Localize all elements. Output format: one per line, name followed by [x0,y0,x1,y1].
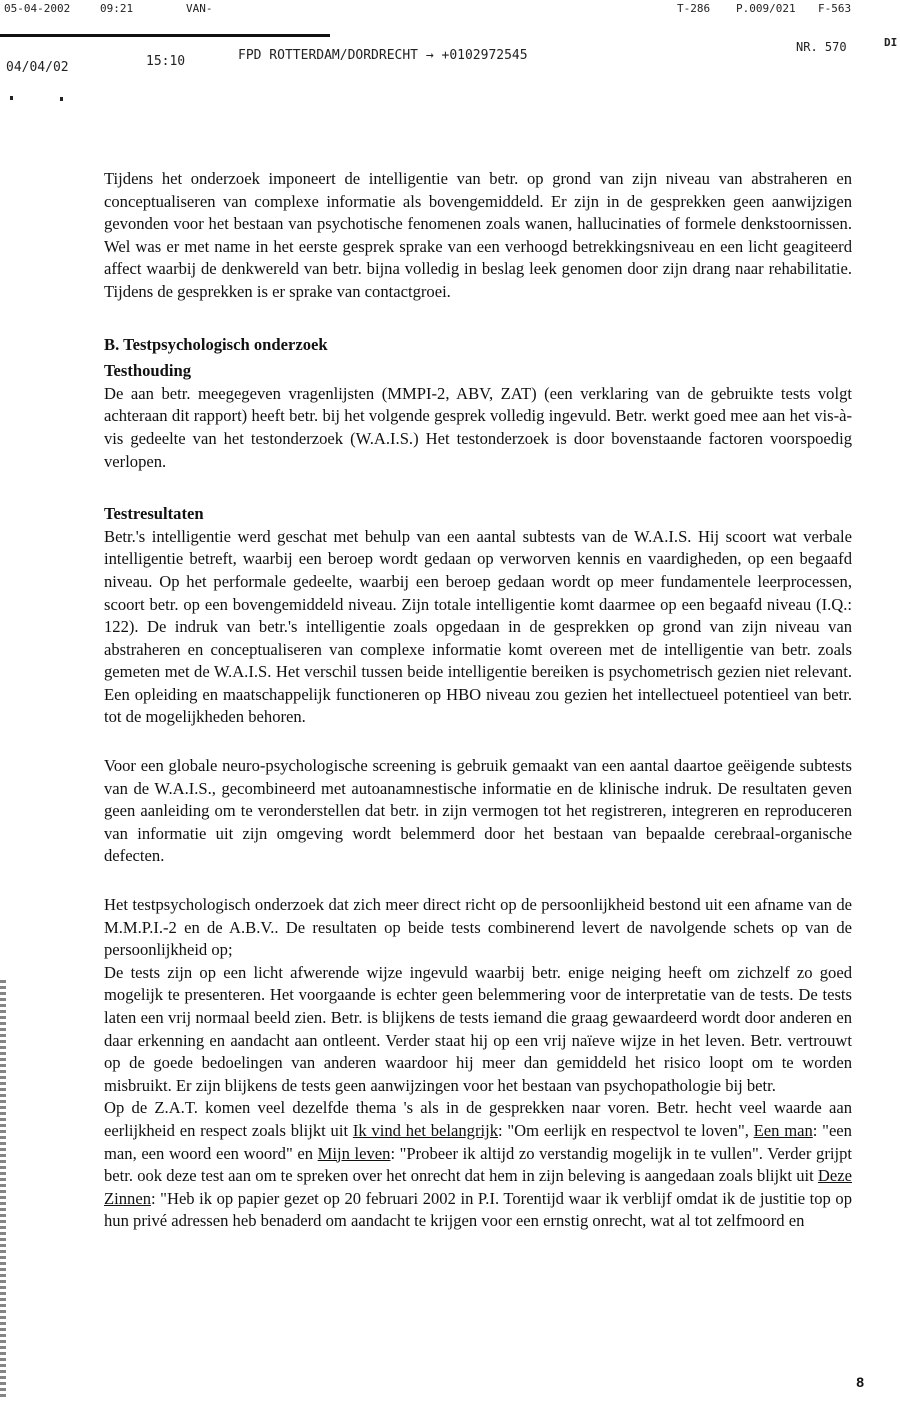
zat-item-mijn-leven: Mijn leven [317,1143,391,1163]
page-number: 8 [856,1374,864,1390]
fax-header-second [0,36,900,75]
subheading-testhouding: Testhouding [104,361,192,381]
scan-speck [60,97,63,101]
fax-date: 05-04-2002 [4,2,71,15]
zat-text-b: : "Om eerlijk en respectvol te loven", [498,1120,754,1140]
zat-item-deze-zinnen: Deze Zinnen [104,1166,852,1208]
paragraph-zat [104,1097,852,1233]
fax-page: P.009/021 [736,2,796,15]
subheading-testresultaten: Testresultaten [104,504,204,524]
fax-header-top [0,2,900,18]
scan-speck [10,96,13,100]
section-heading-b: B. Testpsychologisch onderzoek [104,334,328,354]
fax2-time: 15:10 [146,54,186,69]
paragraph-observations: Tijdens het onderzoek imponeert de intelligentie van betr. op grond van zijn niveau van abstraheren en conceptualiseren van complexe informatie als bovengemiddeld. Er zijn in de gesprekken geen aanwijzigen gevonden voor het bestaan van psychotische fenomenen zoals wanen, hallucinaties of formele denkstoornissen. Wel was er met name in het eerste gesprek sprake van een verhoogd betrekkingsniveau en een licht geagiteerd affect waarbij de denkwereld van betr. bijna volledig in beslag leek genomen door zijn drang naar rehabilitatie. Tijdens de gesprekken is er sprake van contactgroei. [104,169,852,301]
fax-tx-id: T-286 [677,2,711,15]
fax-nr: NR. 570 [796,40,847,54]
zat-text-d: : "Probeer ik altijd zo verstandig mogelijk in te vullen". Verder grijpt betr. ook deze test aan om te spreken over het onrecht dat hem in zijn beleving is aangedaan zoals blijkt uit [104,1143,852,1186]
fax-header-rule [0,34,330,37]
zat-text-a: Op de Z.A.T. komen veel dezelfde thema 's als in de gesprekken naar voren. Betr. hecht veel waarde aan eerlijkheid en respect zoals blijkt uit [104,1098,852,1140]
fax-from: VAN- [186,2,213,15]
zat-text-c: : "een man, een woord een woord" en [104,1120,852,1163]
scan-edge-artifact [0,980,6,1400]
paragraph-intelligence: Betr.'s intelligentie werd geschat met behulp van een aantal subtests van de W.A.I.S. Hij scoort wat verbale intelligentie betreft, waarbij een beroep wordt gedaan op verworven kennis en vaardigheden, op een begaafd niveau. Op het performale gedeelte, waarbij een beroep gedaan wordt op meer fundamentele leerprocessen, scoort betr. op een bovengemiddeld niveau. Zijn totale intelligentie komt daarmee op een begaafd niveau (I.Q.: 122). De indruk van betr.'s intelligentie zoals opgedaan in de gesprekken op grond van zijn niveau van abstraheren en conceptualiseren van complexe informatie komt overeen met de intelligentie van betr. zoals gemeten met de W.A.I.S. Het verschil tussen beide intelligentie bereiken is psychometrisch gezien niet relevant. Een opleiding en maatschappelijk functioneren op HBO niveau zou gezien het intellectueel potentieel van betr. tot de mogelijkheden behoren. [104,526,852,727]
fax2-date: 04/04/02 [6,60,69,75]
fax2-sender: FPD ROTTERDAM/DORDRECHT → +0102972545 [238,48,528,63]
paragraph-personality-results: De tests zijn op een licht afwerende wijze ingevuld waarbij betr. enige neiging heeft om zichzelf zo goed mogelijk te presenteren. Het voorgaande is echter geen belemmering voor de interpretatie van de tests. De tests laten een vrij normaal beeld zien. Betr. is blijkens de tests iemand die graag gewaardeerd wordt door anderen en daar erkenning en aandacht aan ontleent. Verder staat hij op een vrij naïeve wijze in het leven. Betr. vertrouwt op de goede bedoelingen van anderen waardoor hij meer dan gemiddeld het risico loopt om te worden misbruikt. Er zijn blijkens de tests geen aanwijzingen voor het bestaan van psychopathologie bij betr. [104,962,852,1095]
zat-text-e: : "Heb ik op papier gezet op 20 februari 2002 in P.I. Torentijd waar ik verblijf omdat ik de justitie top op hun privé adressen heb benaderd om aandacht te krijgen voor een ernstig onrecht, wat al tot zelfmoord en [104,1188,852,1231]
report-body [104,168,852,1233]
fax-f-code: F-563 [818,2,852,15]
fax-corner-mark: DI [884,36,898,49]
fax-time: 09:21 [100,2,134,15]
zat-item-ik-vind: Ik vind het belangrijk [352,1120,499,1140]
zat-item-een-man: Een man [753,1120,813,1140]
paragraph-neuro-screening: Voor een globale neuro-psychologische screening is gebruik gemaakt van een aantal daartoe geëigende subtests van de W.A.I.S., gecombineerd met autoanamnestische informatie en de klinische indruk. De resultaten geven geen aanleiding om te veronderstellen dat betr. in zijn vermogen tot het registreren, integreren en reproduceren van informatie uit zijn omgeving wordt belemmerd door het bestaan van bepaalde cerebraal-organische defecten. [104,756,852,866]
paragraph-testhouding: De aan betr. meegegeven vragenlijsten (MMPI-2, ABV, ZAT) (een verklaring van de gebruikte tests volgt achteraan dit rapport) heeft betr. bij het volgende gesprek volledig ingevuld. Betr. werkt goed mee aan het vis-à-vis gedeelte van het testonderzoek (W.A.I.S.) Het testonderzoek is door bovenstaande factoren voorspoedig verlopen. [104,383,852,471]
paragraph-personality-intro: Het testpsychologisch onderzoek dat zich meer direct richt op de persoonlijkheid bestond uit een afname van de M.M.P.I.-2 en de A.B.V.. De resultaten op beide tests combinerend levert de navolgende schets op van de persoonlijkheid op; [104,895,852,960]
